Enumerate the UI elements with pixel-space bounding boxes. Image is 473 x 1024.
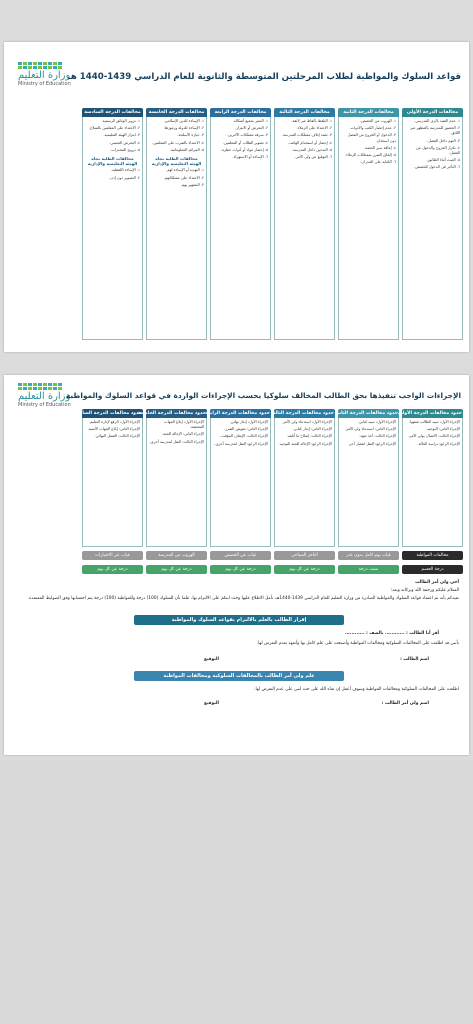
column-body xyxy=(146,418,207,547)
column-header: مخالفات الدرجة السادسة xyxy=(82,108,143,117)
logo-mark-icon xyxy=(18,383,62,390)
column-4 xyxy=(205,409,271,547)
list-item: ٤. إعاقة سير الحصة. xyxy=(364,145,396,150)
list-item: الإجراء الثاني: إنذار كتابي. xyxy=(292,427,332,432)
logo-english-text: Ministry of Education xyxy=(18,81,71,87)
page-title: قواعد السلوك والمواظبة لطلاب المرحلتين المتوسطة والثانوية للعام الدراسي 1439-1440 هـ xyxy=(67,72,461,82)
parent-name-label: اسم ولي أمر الطالب : xyxy=(381,701,429,706)
list-item: ١. تزوير الوثائق الرسمية. xyxy=(101,119,140,123)
list-item: ٣. سرقة ممتلكات الآخرين. xyxy=(226,133,268,138)
list-item: ٣. ابتزاز الهيئة التعليمية. xyxy=(103,133,140,138)
list-item: ٣. تعمد إتلاف ممتلكات المدرسة. xyxy=(281,133,332,138)
logo-arabic-text: وزارة التعليم xyxy=(18,391,71,402)
list-item: الإجراء الثالث: إصلاح ما أتلفه. xyxy=(286,434,332,439)
list-item: الإجراء الرابع: دراسة الحالة. xyxy=(417,441,460,446)
row-cell: غياب عن الحصص xyxy=(210,551,271,560)
list-item: ٢. التحرش أو الابتزاز. xyxy=(235,126,268,131)
list-item: الإجراء الأول: إنذار نهائي. xyxy=(229,420,268,424)
column-header: حدود مخالفات الدرجة السادسة xyxy=(72,411,142,416)
row-cell: غياب عن الاختبارات xyxy=(82,551,143,560)
row-cell: درجة عن كل يوم xyxy=(274,565,335,574)
list-item: ٢. الإساءة للدولة ورموزها. xyxy=(163,126,204,131)
list-item: الإجراء الثالث: الاتصال بولي الأمر. xyxy=(408,434,460,439)
column-header: مخالفات الدرجة الثانية xyxy=(338,108,399,117)
list-item: ٢. الحضور للمدرسة بالمظهر غير اللائق. xyxy=(410,126,460,136)
list-item: ٣. الدخول أو الخروج من الفصل دون استئذان. xyxy=(347,133,396,143)
list-item: ٥. إحضار مواد أو أدوات خطرة. xyxy=(220,147,268,152)
list-item: ١. الإساءة للدين الإسلامي. xyxy=(163,119,204,123)
column-2 xyxy=(338,108,399,340)
greeting: أخي ولي أمر الطالب xyxy=(415,580,459,585)
list-item: ٤. تكرار الخروج والدخول من الفصل. xyxy=(416,145,460,156)
column-header: مخالفات الدرجة الأولى xyxy=(402,108,463,117)
column-body xyxy=(338,418,399,547)
list-item: ١. التهديد أو الإساءة لهم. xyxy=(166,168,204,173)
list-item: الإجراء الثالث: النقل لمدرسة أخرى. xyxy=(149,439,204,444)
list-item: ٢. الاعتداء على المعلمين بالسلاح. xyxy=(88,126,140,131)
procedures-sheet xyxy=(4,375,469,755)
column-1 xyxy=(397,409,463,547)
sub-header: مخالفات الطلبة تجاه الهيئة التعليمية والإدارية xyxy=(151,156,202,167)
list-item: ٢. الاعتداء على الزملاء. xyxy=(296,126,332,131)
list-item: ٦. التأخر في الدخول للحصص. xyxy=(414,165,460,170)
column-body xyxy=(274,117,335,340)
list-item: ٥. العبث أثناء الطابور. xyxy=(426,158,460,163)
student-signature-label: التوقيع xyxy=(203,657,219,662)
column-3 xyxy=(274,108,335,340)
list-item: ٣. التشهير بهم. xyxy=(180,182,204,187)
column-body xyxy=(274,418,335,547)
column-body xyxy=(210,117,271,340)
list-item: ٥. إلحاق الضرر بممتلكات الزملاء. xyxy=(344,153,396,158)
student-ack-text: بأنني قد اطلعت على المخالفات السلوكية ومخالفات المواظبة وأصبحت على علم كامل بها وأتعهد بعدم التعرض لها. xyxy=(256,641,459,646)
list-item: ٥. الجرائم المعلوماتية. xyxy=(169,147,204,152)
list-item: ٤. الاعتداء بالضرب على المعلمين. xyxy=(152,140,204,145)
student-ack-bar: إقرار الطالب بالعلم بالالتزام بقواعد السلوك والمواظبة xyxy=(134,615,344,625)
empty-background xyxy=(0,760,473,1024)
column-body xyxy=(210,418,271,547)
list-item: ٤. التحرش الجنسي. xyxy=(109,140,140,145)
sub-header: مخالفات الطلبة تجاه الهيئة التعليمية والإدارية xyxy=(87,156,138,167)
column-header: مخالفات الدرجة الرابعة xyxy=(210,108,271,117)
list-item: الإجراء الثاني: التوجيه. xyxy=(426,427,460,432)
list-item: ٦. الكتابة على الجدران. xyxy=(360,160,396,165)
list-item: ٢. عدم إحضار الكتب والأدوات. xyxy=(349,126,396,131)
intro-paragraph: نفيدكم بأنه تم اعتماد قواعد السلوك والمواظبة الصادرة من وزارة التعليم للعام الدراسي 1439-1440هـ، نأمل الاطلاع عليها وحث ابنكم على الالتزام بها، علما بأن للسلوك (100) درجة وللمواظبة (100) درجة يتم احتسابها وفق الضوابط المعتمدة. xyxy=(27,596,459,601)
row-label: درجة الحسم xyxy=(402,565,463,574)
violation-columns xyxy=(82,108,463,340)
column-header: مخالفات الدرجة الثالثة xyxy=(274,108,335,117)
list-item: ٣. النوم داخل الفصل. xyxy=(426,138,460,143)
list-item: ٤. تصوير الطلاب أو المعلمين. xyxy=(222,140,268,145)
list-item: ٤. إحضار أو استخدام الهاتف. xyxy=(288,140,332,145)
column-header: مخالفات الدرجة الخامسة xyxy=(146,108,207,117)
parent-ack-text: اطلعت على المخالفات السلوكية ومخالفات المواظبة وسوف أعمل إن شاء الله على حث ابني على عدم التعرض لها. xyxy=(254,687,459,692)
list-item: ١. التلفظ بألفاظ غير لائقة. xyxy=(291,119,332,123)
list-item: ٣. حيازة الأسلحة. xyxy=(177,133,204,138)
list-item: الإجراء الأول: الرفع لإدارة التعليم. xyxy=(88,420,140,424)
list-item: الإجراء الأول: إبلاغ الجهات المختصة. xyxy=(164,420,204,430)
column-5 xyxy=(137,409,207,547)
procedure-columns xyxy=(72,409,463,547)
list-item: الإجراء الرابع: النقل لفصل آخر. xyxy=(348,441,396,446)
list-item: ٦. التوقيع عن ولي الأمر. xyxy=(294,155,332,160)
student-ack-line: أقر أنا الطالب : ............ بالصف : ............ xyxy=(345,631,439,636)
column-body xyxy=(82,117,143,340)
list-item: ١. الإساءة اللفظية. xyxy=(110,168,140,173)
column-header: حدود مخالفات الدرجة الثالثة xyxy=(270,411,334,416)
row-cell: التأخر الصباحي xyxy=(274,551,335,560)
logo-arabic-text: وزارة التعليم xyxy=(18,70,71,81)
list-item: الإجراء الرابع: الإحالة للجنة التوجيه. xyxy=(278,441,332,446)
list-item: ١. عدم التقيد بالزي المدرسي. xyxy=(414,119,460,123)
column-body xyxy=(402,117,463,340)
student-name-label: اسم الطالب : xyxy=(400,657,429,662)
list-item: ١. التنمر بجميع أشكاله. xyxy=(232,119,268,123)
list-item: ٥. ترويج المخدرات. xyxy=(110,147,140,152)
ministry-logo xyxy=(18,62,71,87)
column-body xyxy=(146,117,207,340)
list-item: الإجراء الرابع: النقل لمدرسة أخرى. xyxy=(214,441,268,446)
column-body xyxy=(402,418,463,547)
column-6 xyxy=(82,108,143,340)
column-2 xyxy=(334,409,399,547)
list-item: الإجراء الثالث: أخذ تعهد. xyxy=(359,434,396,439)
column-header: حدود مخالفات الدرجة الثانية xyxy=(334,411,398,416)
column-header: حدود مخالفات الدرجة الأولى xyxy=(397,411,462,416)
column-1 xyxy=(402,108,463,340)
list-item: الإجراء الأول: استدعاء ولي الأمر. xyxy=(281,420,332,424)
deduction-row xyxy=(82,565,463,574)
list-item: الإجراء الثاني: استدعاء ولي الأمر. xyxy=(344,427,396,432)
row-cell: غياب يوم كامل بدون عذر xyxy=(338,551,399,560)
list-item: ٢. التصوير دون إذن. xyxy=(109,175,140,180)
procedures-title: الإجراءات الواجب تنفيذها بحق الطالب المخالف سلوكيا بحسب الإجراءات الواردة في قواعد السلوك والمواظبة xyxy=(65,391,461,400)
column-header: حدود مخالفات الدرجة الخامسة xyxy=(137,411,206,416)
column-4 xyxy=(210,108,271,340)
column-3 xyxy=(270,409,335,547)
row-label: مخالفات المواظبة xyxy=(402,551,463,560)
column-header: حدود مخالفات الدرجة الرابعة xyxy=(205,411,270,416)
list-item: الإجراء الثالث: الفصل النهائي. xyxy=(94,434,140,439)
list-item: الإجراء الثاني: تعويض الضرر. xyxy=(223,427,268,432)
list-item: ٥. التدخين داخل المدرسة. xyxy=(291,147,332,152)
rules-sheet xyxy=(4,42,469,352)
row-cell: درجة عن كل يوم xyxy=(210,565,271,574)
logo-english-text: Ministry of Education xyxy=(18,402,71,408)
row-cell: درجة عن كل يوم xyxy=(82,565,143,574)
parent-signature-label: التوقيع xyxy=(203,701,219,706)
list-item: الإجراء الثالث: الإيقاف المؤقت. xyxy=(220,434,268,439)
column-body xyxy=(82,418,143,547)
column-5 xyxy=(146,108,207,340)
row-cell: نصف درجة xyxy=(338,565,399,574)
row-cell: درجة عن كل يوم xyxy=(146,565,207,574)
logo-mark-icon xyxy=(18,62,62,69)
attendance-row xyxy=(82,551,463,560)
list-item: الإجراء الثاني: إبلاغ الجهات الأمنية. xyxy=(87,427,140,432)
column-body xyxy=(338,117,399,340)
column-6 xyxy=(72,409,143,547)
list-item: الإجراء الأول: تنبيه كتابي. xyxy=(357,420,396,424)
list-item: الإجراء الثاني: الإحالة للجنة. xyxy=(161,432,204,437)
list-item: ١. الهروب من الحصص. xyxy=(359,119,396,123)
parent-ack-bar: علم ولي أمر الطالب بالمخالفات السلوكية ومخالفات المواظبة xyxy=(134,671,344,681)
salutation: السلام عليكم ورحمة الله وبركاته وبعد: xyxy=(390,588,459,593)
row-cell: الهروب من المدرسة xyxy=(146,551,207,560)
ministry-logo xyxy=(18,383,71,408)
list-item: ٢. الاعتداء على ممتلكاتهم. xyxy=(163,175,204,180)
list-item: ٦. الإساءة أو الاستهزاء. xyxy=(232,155,268,160)
list-item: الإجراء الأول: تنبيه الطالب شفهيا. xyxy=(408,420,460,424)
